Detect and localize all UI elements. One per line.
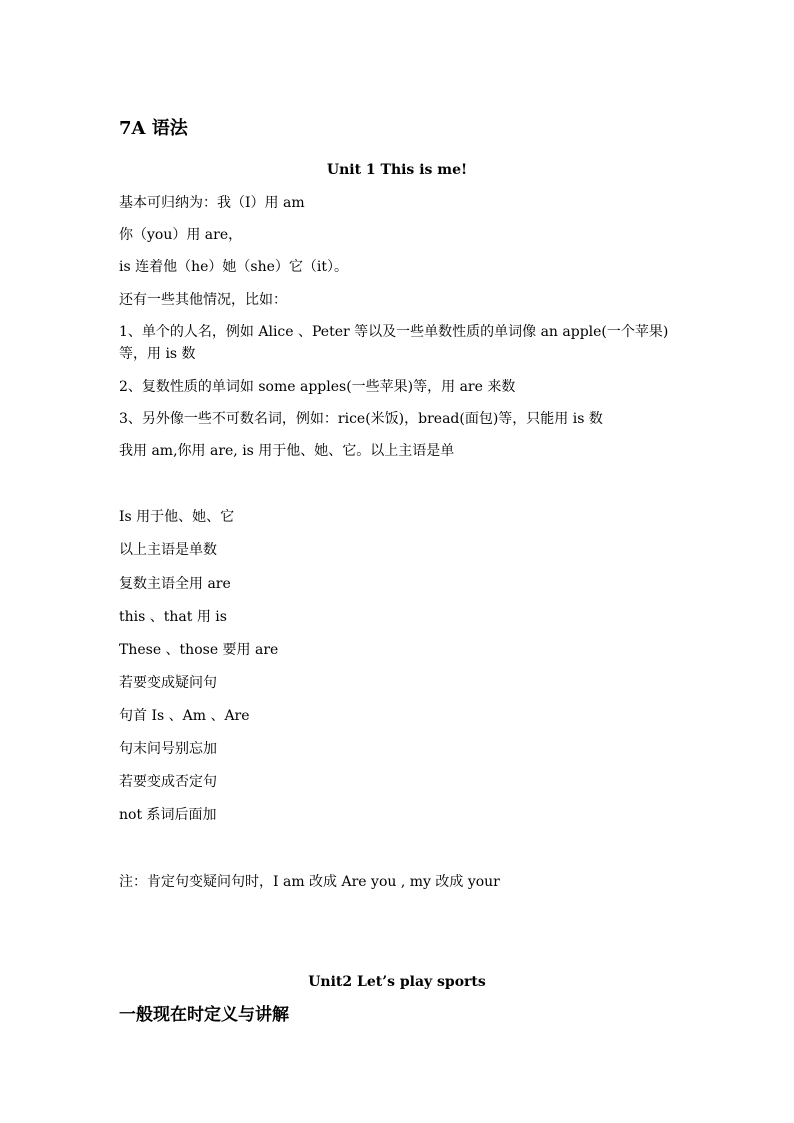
rhyme-line: 句末问号别忘加 <box>119 741 217 757</box>
text-paragraph: 1、单个的人名，例如 Alice 、Peter 等以及一些单数性质的单词像 an apple(一个苹果)等，用 is 数 <box>119 324 669 362</box>
section-title: 一般现在时定义与讲解 <box>119 1005 289 1025</box>
text-line: 还有一些其他情况，比如： <box>119 292 287 308</box>
rhyme-line: 句首 Is 、Am 、Are <box>119 708 250 724</box>
note-line: 注：肯定句变疑问句时，I am 改成 Are you , my 改成 your <box>119 874 500 890</box>
rhyme-line: Is 用于他、她、它 <box>119 509 235 525</box>
rhyme-line: this 、that 用 is <box>119 609 227 625</box>
document-title: 7A 语法 <box>119 118 188 139</box>
text-line: is 连着他（he）她（she）它（it）。 <box>119 259 349 275</box>
text-line: 3、另外像一些不可数名词，例如：rice(米饭)，bread(面包)等，只能用 is 数 <box>119 411 603 427</box>
text-line: 你（you）用 are， <box>119 227 243 243</box>
unit2-title: Unit2 Let’s play sports <box>308 974 486 990</box>
rhyme-line: 以上主语是单数 <box>119 542 217 558</box>
text-line: 我用 am,你用 are, is 用于他、她、它。以上主语是单 <box>119 443 455 459</box>
rhyme-line: These 、those 要用 are <box>119 642 279 658</box>
text-line: 2、复数性质的单词如 some apples(一些苹果)等，用 are 来数 <box>119 379 516 395</box>
rhyme-line: not 系词后面加 <box>119 807 217 823</box>
text-line: 基本可归纳为：我（I）用 am <box>119 195 305 211</box>
rhyme-line: 若要变成否定句 <box>119 774 217 790</box>
unit1-title: Unit 1 This is me! <box>326 162 468 178</box>
rhyme-line: 若要变成疑问句 <box>119 675 217 691</box>
rhyme-line: 复数主语全用 are <box>119 576 231 592</box>
